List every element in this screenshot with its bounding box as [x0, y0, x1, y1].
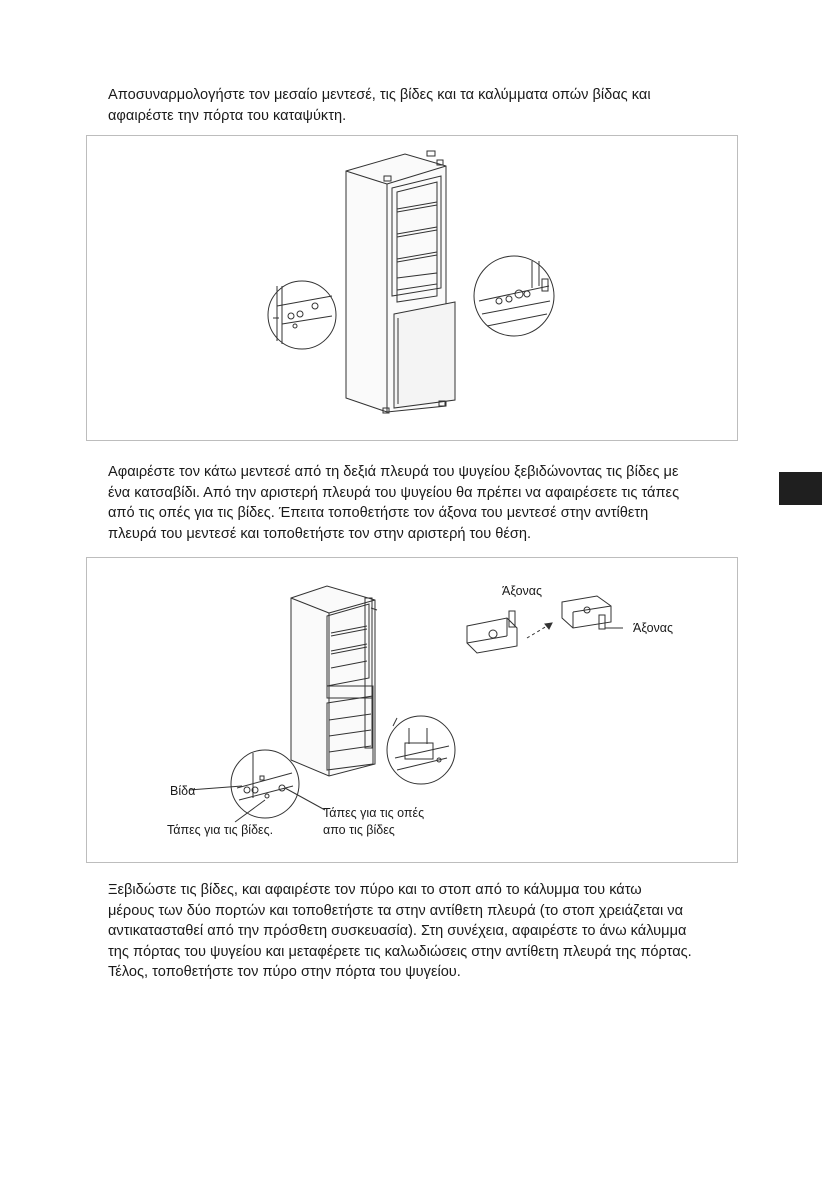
label-screw: Βίδα — [170, 784, 196, 798]
instruction-step-2: Αφαιρέστε τον κάτω μεντεσέ από τη δεξιά πλευρά του ψυγείου ξεβιδώνοντας τις βίδες με ένα κατσαβίδι. Από την αριστερή πλευρά του ψυγείου θα πρέπει να αφαιρέσετε τις τάπες από τις οπές για τις βίδες. Έπειτα τοποθετήστε τον άξονα του μεντεσέ στην αντίθετη πλευρά του μεντεσέ και τοποθετήστε τον στην αριστερή του θέση. — [108, 464, 680, 542]
label-caps-holes-2: απο τις βίδες — [323, 823, 395, 837]
instruction-step-1: Αποσυναρμολογήστε τον μεσαίο μεντεσέ, τις βίδες και τα καλύμματα οπών βίδας και αφαιρέστε την πόρτα του καταψύκτη. — [108, 87, 651, 124]
instruction-step-3: Ξεβιδώστε τις βίδες, και αφαιρέστε τον πύρο και το στοπ από το κάλυμμα του κάτω μέρους των δύο πορτών και τοποθετήστε τα στην αντίθετη πλευρά (το στοπ χρειάζεται να αντικατασταθεί από την πρόσθετη συσκευασία). Στη συνέχεια, αφαιρέστε το άνω κάλυμμα της πόρτας του ψυγείου και μεταφέρετε τις καλωδιώσεις στην αντίθετη πλευρά της πόρτας. Τέλος, τοποθετήστε τον πύρο στην πόρτα του ψυγείου. — [108, 882, 692, 980]
label-caps-screws: Τάπες για τις βίδες. — [167, 823, 274, 837]
section-tab-marker — [779, 472, 822, 505]
label-caps-holes-1: Τάπες για τις οπές — [323, 806, 425, 820]
figure-move-lower-hinge — [86, 557, 738, 863]
label-axis-right: Άξονας — [633, 621, 674, 635]
figure-remove-freezer-door — [86, 135, 738, 441]
fridge-diagram-1 — [87, 136, 737, 440]
label-axis-top: Άξονας — [502, 584, 543, 598]
